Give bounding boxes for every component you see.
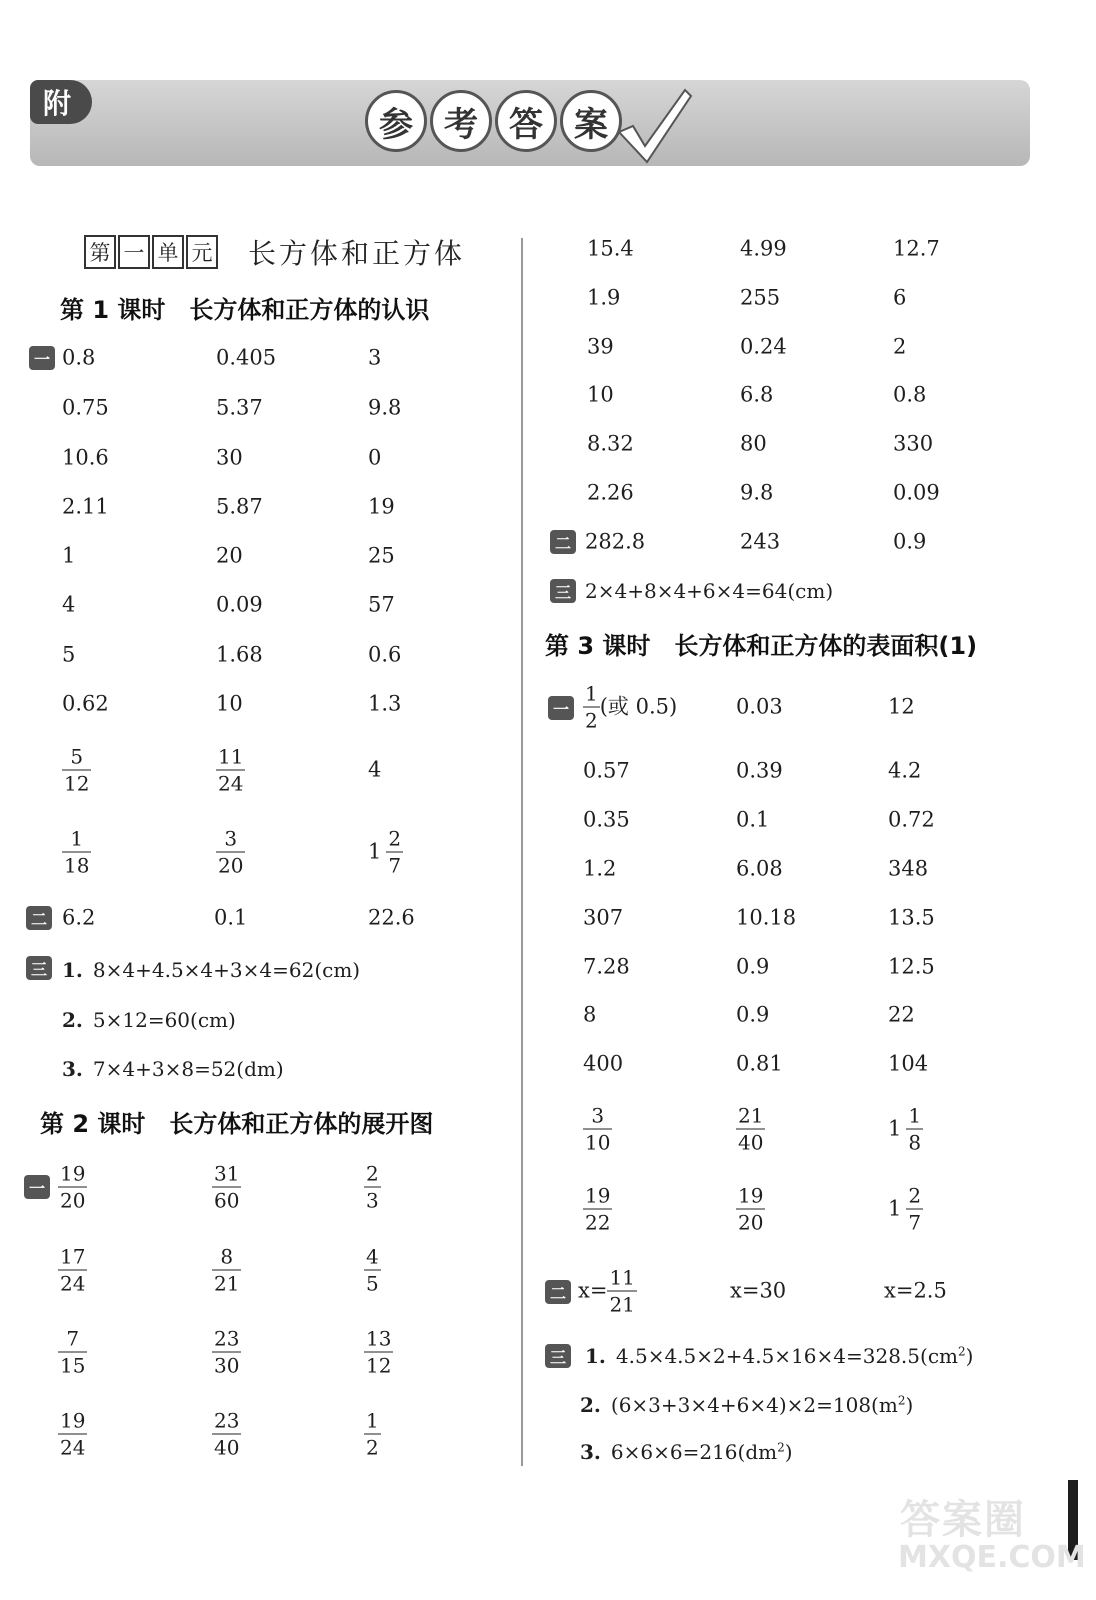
equation-tail: ) <box>784 1440 793 1464</box>
numerator: 11 <box>218 744 244 769</box>
section-badge-one: 一 <box>24 1175 50 1199</box>
answer-cell: 80 <box>740 431 767 456</box>
answer-cell <box>58 1244 87 1296</box>
answer-cell <box>583 681 678 733</box>
answer-cell <box>364 1161 381 1213</box>
answer-cell: 0.57 <box>583 758 630 783</box>
denominator: 60 <box>214 1188 240 1213</box>
answer-cell: 4.2 <box>888 758 922 783</box>
denominator: 30 <box>214 1353 240 1378</box>
answer-cell: 0.8 <box>62 345 96 370</box>
answer-cell: 243 <box>740 529 781 554</box>
title-char-3: 答 <box>495 90 557 152</box>
lesson-3-heading: 第 3 课时 长方体和正方体的表面积(1) <box>545 632 978 660</box>
section-badge-two: 二 <box>26 906 52 930</box>
denominator: 21 <box>609 1292 635 1317</box>
answer-cell: 0.405 <box>216 345 277 370</box>
answer-cell: 400 <box>583 1051 624 1076</box>
numerator: 1 <box>585 681 598 706</box>
answer-cell: 6.2 <box>62 905 96 930</box>
answer-cell: 0.62 <box>62 691 109 716</box>
answer-cell: 0.1 <box>214 905 248 930</box>
section-badge-one: 一 <box>29 346 55 370</box>
item-number: 2. <box>62 1008 83 1032</box>
denominator: 21 <box>214 1271 240 1296</box>
answer-cell: 330 <box>893 431 934 456</box>
numerator: 19 <box>60 1408 86 1433</box>
answer-cell: 0.09 <box>893 480 940 505</box>
equation-text: 8×4+4.5×4+3×4=62(cm) <box>92 958 361 982</box>
numerator: 2 <box>366 1161 379 1186</box>
answer-cell <box>736 1183 765 1235</box>
answer-cell <box>736 1103 765 1155</box>
equation-text: 7×4+3×8=52(dm) <box>92 1057 284 1081</box>
numerator: 1 <box>70 826 84 851</box>
denominator: 8 <box>908 1130 922 1155</box>
answer-cell: 0 <box>368 445 382 470</box>
answer-cell <box>212 1326 241 1378</box>
denominator: 40 <box>214 1435 240 1460</box>
answer-cell: 4 <box>368 757 382 782</box>
fraction <box>607 1265 636 1317</box>
unit-box: 元 <box>186 235 218 269</box>
denominator: 24 <box>218 771 244 796</box>
fraction <box>216 826 245 878</box>
answer-cell: 0.75 <box>62 395 109 420</box>
answer-cell: 1.9 <box>587 285 621 310</box>
fraction <box>364 1161 381 1213</box>
answer-cell: 5.37 <box>216 395 263 420</box>
denominator: 40 <box>738 1130 764 1155</box>
answer-cell: 4.99 <box>740 236 787 261</box>
answer-cell: 10 <box>587 382 614 407</box>
denominator: 3 <box>366 1188 379 1213</box>
answer-cell: 2.26 <box>587 480 634 505</box>
answer-cell: 1 <box>62 543 76 568</box>
numerator: 23 <box>214 1408 240 1433</box>
answer-cell: 9.8 <box>740 480 774 505</box>
equation-line <box>580 1440 793 1464</box>
answer-cell: 10 <box>216 691 243 716</box>
answer-cell <box>58 1326 87 1378</box>
fraction <box>583 681 600 733</box>
answer-cell: 8 <box>583 1002 597 1027</box>
equation-line <box>580 1393 913 1417</box>
section-badge-three: 三 <box>550 579 576 603</box>
numerator: 5 <box>70 744 84 769</box>
mixed-whole: 1 <box>888 1116 902 1141</box>
fraction <box>212 1326 241 1378</box>
answer-cell <box>58 1161 87 1213</box>
answer-cell <box>364 1408 381 1460</box>
fraction <box>364 1326 393 1378</box>
fraction <box>906 1103 923 1155</box>
lesson-2-heading: 第 2 课时 长方体和正方体的展开图 <box>40 1110 434 1138</box>
superscript: 2 <box>777 1440 785 1455</box>
answer-cell: 8.32 <box>587 431 634 456</box>
answer-cell: 0.03 <box>736 694 783 719</box>
numerator: 3 <box>591 1103 605 1128</box>
denominator: 10 <box>585 1130 611 1155</box>
answer-cell: 5.87 <box>216 494 263 519</box>
answer-cell: 348 <box>888 856 929 881</box>
denominator: 7 <box>388 853 402 878</box>
numerator: 31 <box>214 1161 240 1186</box>
answer-cell <box>62 744 91 796</box>
equation-line <box>585 579 833 603</box>
checkmark-icon <box>615 86 695 166</box>
fraction <box>212 1244 241 1296</box>
unit-box: 第 <box>84 235 116 269</box>
answer-cell <box>364 1326 393 1378</box>
answer-cell: 12 <box>888 694 915 719</box>
numerator: 19 <box>60 1161 86 1186</box>
answer-cell: 19 <box>368 494 395 519</box>
equation-text: (6×3+3×4+6×4)×2=108(m <box>610 1393 898 1417</box>
numerator: 1 <box>908 1103 922 1128</box>
answer-cell: 22 <box>888 1002 915 1027</box>
fraction-note: (或 0.5) <box>599 694 678 719</box>
answer-cell <box>364 1244 381 1296</box>
answer-cell: 0.81 <box>736 1051 783 1076</box>
denominator: 20 <box>738 1210 764 1235</box>
answer-cell: 4 <box>62 592 76 617</box>
answer-cell: 104 <box>888 1051 929 1076</box>
unit-box: 一 <box>118 235 150 269</box>
answer-cell <box>888 1103 923 1155</box>
fraction <box>62 826 91 878</box>
answer-cell: 0.9 <box>736 1002 770 1027</box>
answer-cell: 9.8 <box>368 395 402 420</box>
answer-cell: 10.18 <box>736 905 797 930</box>
fraction <box>906 1183 923 1235</box>
mixed-whole: 1 <box>888 1196 902 1221</box>
answer-cell <box>212 1161 241 1213</box>
answer-cell: 0.8 <box>893 382 927 407</box>
answer-cell: 0.6 <box>368 642 402 667</box>
fraction <box>58 1408 87 1460</box>
answer-cell <box>583 1103 612 1155</box>
denominator: 15 <box>60 1353 86 1378</box>
numerator: 11 <box>609 1265 635 1290</box>
unit-box: 单 <box>152 235 184 269</box>
equation-line <box>62 1008 236 1032</box>
answer-cell: 1.2 <box>583 856 617 881</box>
answer-cell <box>216 744 245 796</box>
answer-cell: 1.68 <box>216 642 263 667</box>
answer-cell: 12.7 <box>893 236 940 261</box>
item-number: 3. <box>580 1440 601 1464</box>
numerator: 8 <box>220 1244 234 1269</box>
item-number: 2. <box>580 1393 601 1417</box>
numerator: 19 <box>585 1183 611 1208</box>
fraction <box>583 1183 612 1235</box>
fraction <box>212 1408 241 1460</box>
answer-cell <box>368 826 403 878</box>
numerator: 19 <box>738 1183 764 1208</box>
superscript: 2 <box>957 1344 966 1359</box>
equation-text: 6×6×6=216(dm <box>610 1440 778 1464</box>
section-badge-two: 二 <box>550 530 576 554</box>
denominator: 7 <box>908 1210 922 1235</box>
equation-text: 2×4+8×4+6×4=64(cm) <box>585 579 834 603</box>
watermark-url: MXQE.COM <box>898 1540 1086 1575</box>
title-char-1: 参 <box>365 90 427 152</box>
equation-line <box>585 1344 973 1368</box>
answer-cell: 255 <box>740 285 781 310</box>
lesson-1-heading: 第 1 课时 长方体和正方体的认识 <box>60 296 430 324</box>
equation-line <box>62 1057 284 1081</box>
answer-cell: 0.72 <box>888 807 935 832</box>
denominator: 20 <box>218 853 244 878</box>
answer-cell: 0.9 <box>893 529 927 554</box>
answer-cell: x=30 <box>730 1278 787 1303</box>
fraction <box>364 1408 381 1460</box>
title-char-2: 考 <box>430 90 492 152</box>
equation-tail: ) <box>965 1344 974 1368</box>
numerator: 17 <box>60 1244 86 1269</box>
answer-cell <box>216 826 245 878</box>
item-number: 1. <box>62 958 83 982</box>
answer-cell: 0.1 <box>736 807 770 832</box>
denominator: 24 <box>60 1435 86 1460</box>
answer-cell: 39 <box>587 334 614 359</box>
equation-text: 4.5×4.5×2+4.5×16×4=328.5(cm <box>615 1344 958 1368</box>
fraction <box>583 1103 612 1155</box>
answer-cell <box>212 1244 241 1296</box>
denominator: 24 <box>60 1271 86 1296</box>
title-char-4: 案 <box>560 90 622 152</box>
answer-cell: 3 <box>368 345 382 370</box>
answer-cell: 15.4 <box>587 236 634 261</box>
answer-cell: 22.6 <box>368 905 415 930</box>
watermark-logo: 答案圈 <box>900 1497 1026 1543</box>
answer-cell <box>62 826 91 878</box>
answer-cell: 6 <box>893 285 907 310</box>
answer-cell: 0.9 <box>736 954 770 979</box>
answer-cell <box>58 1408 87 1460</box>
fraction <box>736 1103 765 1155</box>
numerator: 3 <box>224 826 238 851</box>
answer-cell: 30 <box>216 445 243 470</box>
numerator: 1 <box>366 1408 379 1433</box>
section-badge-one: 一 <box>548 696 574 720</box>
answer-cell: 5 <box>62 642 76 667</box>
mixed-whole: 1 <box>368 839 382 864</box>
answer-cell: 307 <box>583 905 624 930</box>
answer-cell: 13.5 <box>888 905 935 930</box>
answer-cell <box>212 1408 241 1460</box>
denominator: 12 <box>366 1353 392 1378</box>
answer-cell: x=2.5 <box>884 1278 947 1303</box>
numerator: 4 <box>366 1244 379 1269</box>
equation-line <box>62 958 360 982</box>
numerator: 2 <box>388 826 402 851</box>
fraction <box>58 1244 87 1296</box>
answer-cell <box>888 1183 923 1235</box>
numerator: 21 <box>738 1103 764 1128</box>
answer-cell: 0.35 <box>583 807 630 832</box>
fraction <box>212 1161 241 1213</box>
numerator: 2 <box>908 1183 922 1208</box>
answer-cell <box>578 1265 637 1317</box>
item-number: 1. <box>585 1344 606 1368</box>
fraction <box>386 826 403 878</box>
denominator: 5 <box>366 1271 379 1296</box>
superscript: 2 <box>897 1393 906 1408</box>
denominator: 20 <box>60 1188 86 1213</box>
equation-text: 5×12=60(cm) <box>92 1008 236 1032</box>
answer-cell: 0.09 <box>216 592 263 617</box>
answer-cell: 1.3 <box>368 691 402 716</box>
section-badge-three: 三 <box>26 956 52 980</box>
fraction <box>736 1183 765 1235</box>
appendix-tab: 附 <box>30 80 92 124</box>
fraction <box>62 744 91 796</box>
unit-heading <box>84 232 465 272</box>
section-badge-three: 三 <box>545 1344 571 1368</box>
answer-cell: 282.8 <box>585 529 646 554</box>
denominator: 2 <box>585 708 598 733</box>
denominator: 12 <box>64 771 90 796</box>
equation-tail: ) <box>905 1393 914 1417</box>
fraction <box>58 1326 87 1378</box>
equation-prefix: x= <box>578 1278 608 1303</box>
denominator: 22 <box>585 1210 611 1235</box>
item-number: 3. <box>62 1057 83 1081</box>
answer-cell: 2 <box>893 334 907 359</box>
answer-cell: 57 <box>368 592 395 617</box>
answer-cell: 25 <box>368 543 395 568</box>
answer-cell: 12.5 <box>888 954 935 979</box>
answer-cell <box>583 1183 612 1235</box>
fraction <box>364 1244 381 1296</box>
numerator: 13 <box>366 1326 392 1351</box>
answer-cell: 7.28 <box>583 954 630 979</box>
answer-cell: 2.11 <box>62 494 109 519</box>
fraction <box>58 1161 87 1213</box>
answer-cell: 6.8 <box>740 382 774 407</box>
denominator: 18 <box>64 853 90 878</box>
answer-cell: 10.6 <box>62 445 109 470</box>
denominator: 2 <box>366 1435 379 1460</box>
numerator: 7 <box>66 1326 80 1351</box>
column-divider <box>521 238 523 1466</box>
fraction <box>216 744 245 796</box>
unit-title: 长方体和正方体 <box>248 237 466 270</box>
answer-cell: 6.08 <box>736 856 783 881</box>
numerator: 23 <box>214 1326 240 1351</box>
answer-cell: 0.24 <box>740 334 787 359</box>
answer-cell: 20 <box>216 543 243 568</box>
section-badge-two: 二 <box>545 1280 571 1304</box>
answer-cell: 0.39 <box>736 758 783 783</box>
